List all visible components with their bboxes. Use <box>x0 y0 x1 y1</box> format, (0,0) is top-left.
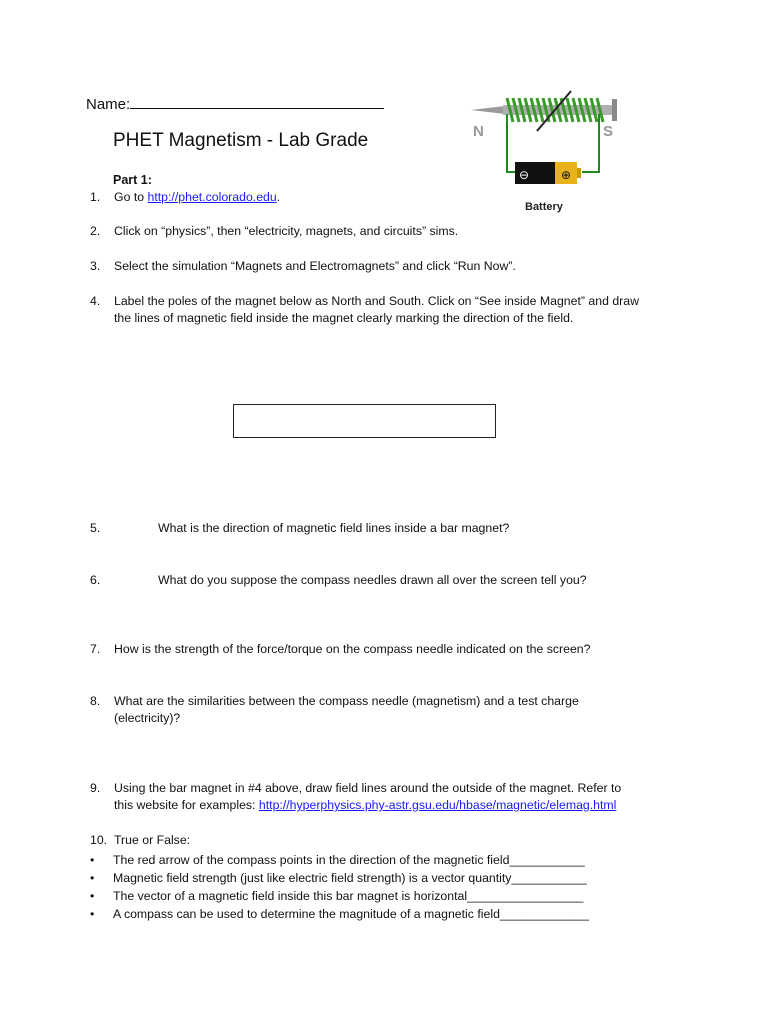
question-number: 2. <box>90 224 101 238</box>
question-text: How is the strength of the force/torque on the compass needle indicated on the screen? <box>114 642 591 656</box>
question-1 <box>90 189 650 206</box>
question-text-line2: the lines of magnetic field inside the magnet clearly marking the direction of the field. <box>114 311 574 325</box>
question-8 <box>90 693 650 727</box>
magnet-drawing-box[interactable] <box>233 404 496 438</box>
question-7 <box>90 641 650 658</box>
question-text: Click on “physics”, then “electricity, magnets, and circuits” sims. <box>114 224 459 238</box>
question-9 <box>90 780 670 814</box>
question-text: True or False: <box>114 833 191 847</box>
question-3 <box>90 258 650 275</box>
plus-symbol: ⊕ <box>561 168 572 182</box>
question-2 <box>90 223 650 240</box>
question-number: 10. <box>90 833 108 847</box>
statement-text: Magnetic field strength (just like electric field strength) is a vector quantity___________ <box>113 871 587 885</box>
bullet: • <box>90 889 95 903</box>
phet-link[interactable]: http://phet.colorado.edu <box>147 190 277 204</box>
bullet: • <box>90 907 95 921</box>
name-field[interactable] <box>86 94 384 113</box>
battery-terminal <box>577 168 581 178</box>
part-heading: Part 1: <box>113 173 152 187</box>
statement-text: A compass can be used to determine the magnitude of a magnetic field_____________ <box>113 907 589 921</box>
north-label: N <box>473 123 484 140</box>
question-text: What do you suppose the compass needles drawn all over the screen tell you? <box>158 573 587 587</box>
question-text-line2: (electricity)? <box>114 711 181 725</box>
bullet: • <box>90 853 95 867</box>
question-5 <box>90 520 650 537</box>
question-4 <box>90 293 670 327</box>
name-label: Name: <box>86 96 131 113</box>
question-10 <box>90 832 650 849</box>
minus-symbol: ⊖ <box>519 168 530 182</box>
statement-text: The vector of a magnetic field inside this bar magnet is horizontal_________________ <box>113 889 584 903</box>
question-6 <box>90 572 650 589</box>
question-text-line2: this website for examples: <box>114 798 259 812</box>
nail-head <box>612 99 617 121</box>
question-text: What is the direction of magnetic field lines inside a bar magnet? <box>158 521 510 535</box>
bullet: • <box>90 871 95 885</box>
battery-label: Battery <box>525 201 563 213</box>
south-label: S <box>603 123 614 140</box>
question-number: 1. <box>90 190 101 204</box>
name-blank-line[interactable] <box>130 94 384 109</box>
question-text: Go to <box>114 190 148 204</box>
question-text-line1: Using the bar magnet in #4 above, draw field lines around the outside of the magnet. Refer to <box>114 781 622 795</box>
statement-text: The red arrow of the compass points in the direction of the magnetic field___________ <box>113 853 585 867</box>
question-number: 9. <box>90 781 101 795</box>
question-text-line1: Label the poles of the magnet below as North and South. Click on “See inside Magnet” and draw <box>114 294 639 308</box>
hyperphysics-link[interactable]: http://hyperphysics.phy-astr.gsu.edu/hbase/magnetic/elemag.html <box>258 798 617 812</box>
question-number: 6. <box>90 573 101 587</box>
question-number: 8. <box>90 694 101 708</box>
question-number: 3. <box>90 259 101 273</box>
question-text-line1: What are the similarities between the compass needle (magnetism) and a test charge <box>114 694 579 708</box>
question-number: 5. <box>90 521 101 535</box>
question-text-end: . <box>276 190 281 204</box>
page-title: PHET Magnetism - Lab Grade <box>113 130 369 151</box>
question-text: Select the simulation “Magnets and Electromagnets” and click “Run Now”. <box>114 259 516 273</box>
question-number: 4. <box>90 294 101 308</box>
question-number: 7. <box>90 642 101 656</box>
